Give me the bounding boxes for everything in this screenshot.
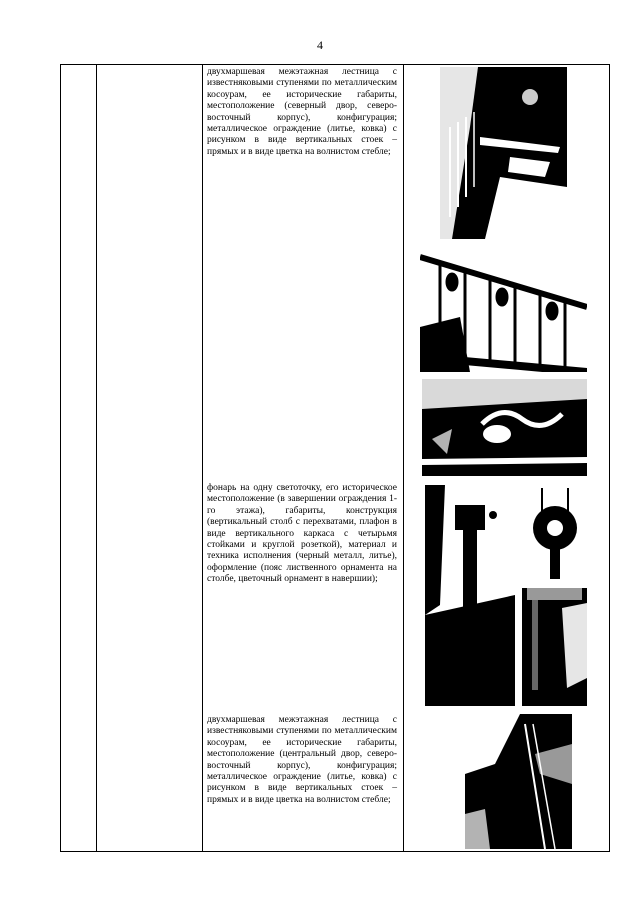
lantern-full-photo	[425, 485, 515, 706]
railing-detail-photo	[422, 379, 587, 476]
stair-corridor-photo	[440, 67, 567, 239]
column-divider-1	[96, 65, 97, 851]
column-divider-3	[403, 65, 404, 851]
railing-flowers-photo	[420, 247, 587, 372]
heritage-table	[60, 64, 610, 852]
stair-central-photo	[465, 714, 572, 849]
column-divider-2	[202, 65, 203, 851]
lantern-top-photo	[522, 483, 587, 579]
lantern-base-photo	[522, 588, 587, 706]
page-number: 4	[317, 38, 323, 52]
row-3-description: двухмаршевая межэтажная лестница с известняковыми ступенями по металлическим косоурам, ее исторические габариты, местоположение (центральный двор, северо-восточный корпус), конфигурация; металлическое ограждение (литье, ковка) с рисунком в виде вертикальных стоек – прямых и в виде цветка на волнистом стебле;	[207, 715, 397, 805]
row-1-description: двухмаршевая межэтажная лестница с известняковыми ступенями по металлическим косоурам, ее исторические габариты, местоположение (северный двор, северо-восточный корпус), конфигурация; металлическое ограждение (литье, ковка) с рисунком в виде вертикальных стоек – прямых и в виде цветка на волнистом стебле;	[207, 67, 397, 157]
row-2-description: фонарь на одну светоточку, его историческое местоположение (в завершении ограждения 1-го этажа), габариты, конструкция (вертикальный столб с перехватами, плафон в виде вертикального каркаса с четырьмя стойками и круглой розеткой), материал и техника исполнения (черный металл, литье), оформление (пояс лиственного орнамента на столбе, цветочный орнамент в навершии);	[207, 483, 397, 585]
